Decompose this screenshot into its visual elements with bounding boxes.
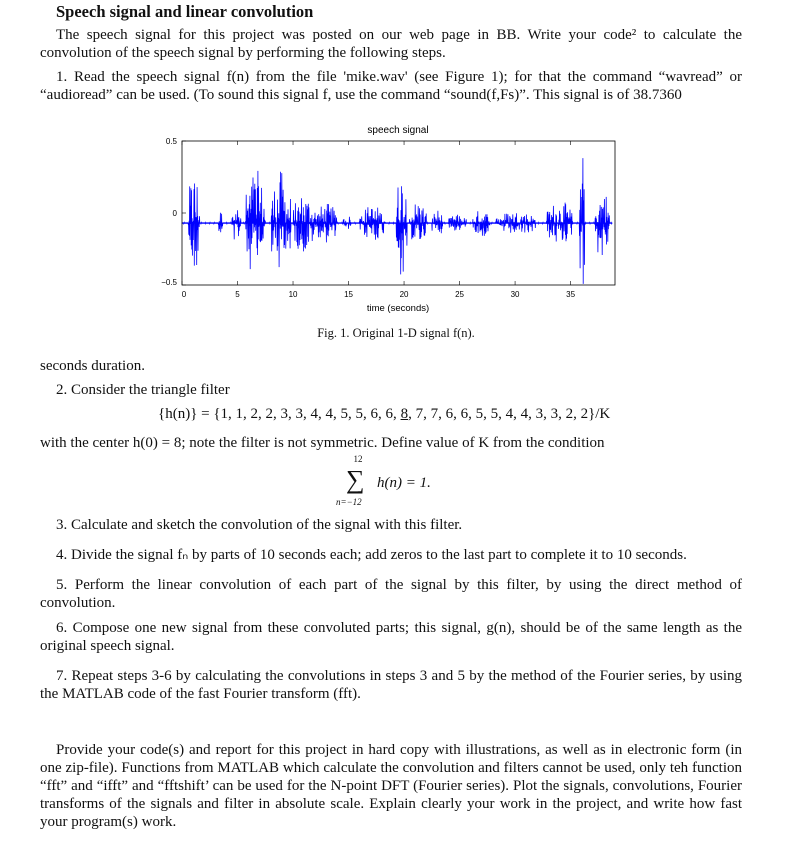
intro-paragraph: The speech signal for this project was posted on our web page in BB. Write your code² to calculate the convolution of the speech signal by performing the following steps. [40,27,742,61]
step-6: 6. Compose one new signal from these convoluted parts; this signal, g(n), should be of the same length as the original speech signal. [40,620,742,654]
step-1: 1. Read the speech signal f(n) from the file 'mike.wav' (see Figure 1); for that the command “wavread” or “audioread” can be used. (To sound this signal f, use the command “sound(f,Fs)”. This signal is of 38.7360 [40,69,742,103]
step-4: 4. Divide the signal fₙ by parts of 10 seconds each; add zeros to the last part to complete it to 10 seconds. [56,547,687,563]
sum-symbol: ∑ [346,465,365,494]
speech-signal-chart [140,120,640,320]
figure-caption: Fig. 1. Original 1-D signal f(n). [317,326,475,340]
sum-lower-limit: n=−12 [336,497,362,507]
step-1-continued: seconds duration. [40,358,145,374]
x-tick-label: 30 [510,290,520,299]
step-2-continued: with the center h(0) = 8; note the filter is not symmetric. Define value of K from the condition [40,435,605,451]
filter-eq-right: , 7, 7, 6, 6, 5, 5, 4, 4, 3, 3, 2, 2}/K [408,406,611,422]
sum-body: h(n) = 1. [377,475,431,491]
section-title: Speech signal and linear convolution [56,2,314,21]
y-tick-label: 0.5 [165,137,177,146]
filter-equation [158,406,610,423]
y-tick-label: −0.5 [161,278,177,287]
x-tick-label: 35 [566,290,576,299]
x-tick-label: 0 [181,290,187,299]
x-tick-label: 5 [235,290,240,299]
sum-upper-limit: 12 [353,454,363,464]
x-tick-label: 15 [344,290,353,299]
x-axis-label: time (seconds) [366,303,430,314]
closing-paragraph: Provide your code(s) and report for this project in hard copy with illustrations, as well as in electronic form (in one zip-file). Functions from MATLAB which calculate the convolution and filters cannot be used, only teh function “fft” and “ifft” and “fftshift’ can be used for the N-point DFT (Fourier series). Plot the signals, convolutions, Fourier transforms of the signals and filter in absolute scale. Explain clearly your work in the project, and write how fast your program(s) work. [40,742,742,830]
step-2: 2. Consider the triangle filter [56,382,230,398]
step-5: 5. Perform the linear convolution of each part of the signal by this filter, by using the direct method of convolution. [40,577,742,611]
signal-waveform [182,158,612,284]
x-tick-label: 20 [399,290,409,299]
x-tick-label: 25 [455,290,465,299]
chart-title: speech signal [367,125,429,136]
filter-center-value: 8 [400,406,409,422]
step-3: 3. Calculate and sketch the convolution of the signal with this filter. [56,517,463,533]
filter-eq-left: {h(n)} = {1, 1, 2, 2, 3, 3, 4, 4, 5, 5, 6, 6, [158,406,401,422]
x-tick-label: 10 [288,290,298,299]
y-tick-label: 0 [172,209,177,218]
step-7: 7. Repeat steps 3-6 by calculating the convolutions in steps 3 and 5 by the method of the Fourier series, by using the MATLAB code of the fast Fourier transform (fft). [40,668,742,702]
